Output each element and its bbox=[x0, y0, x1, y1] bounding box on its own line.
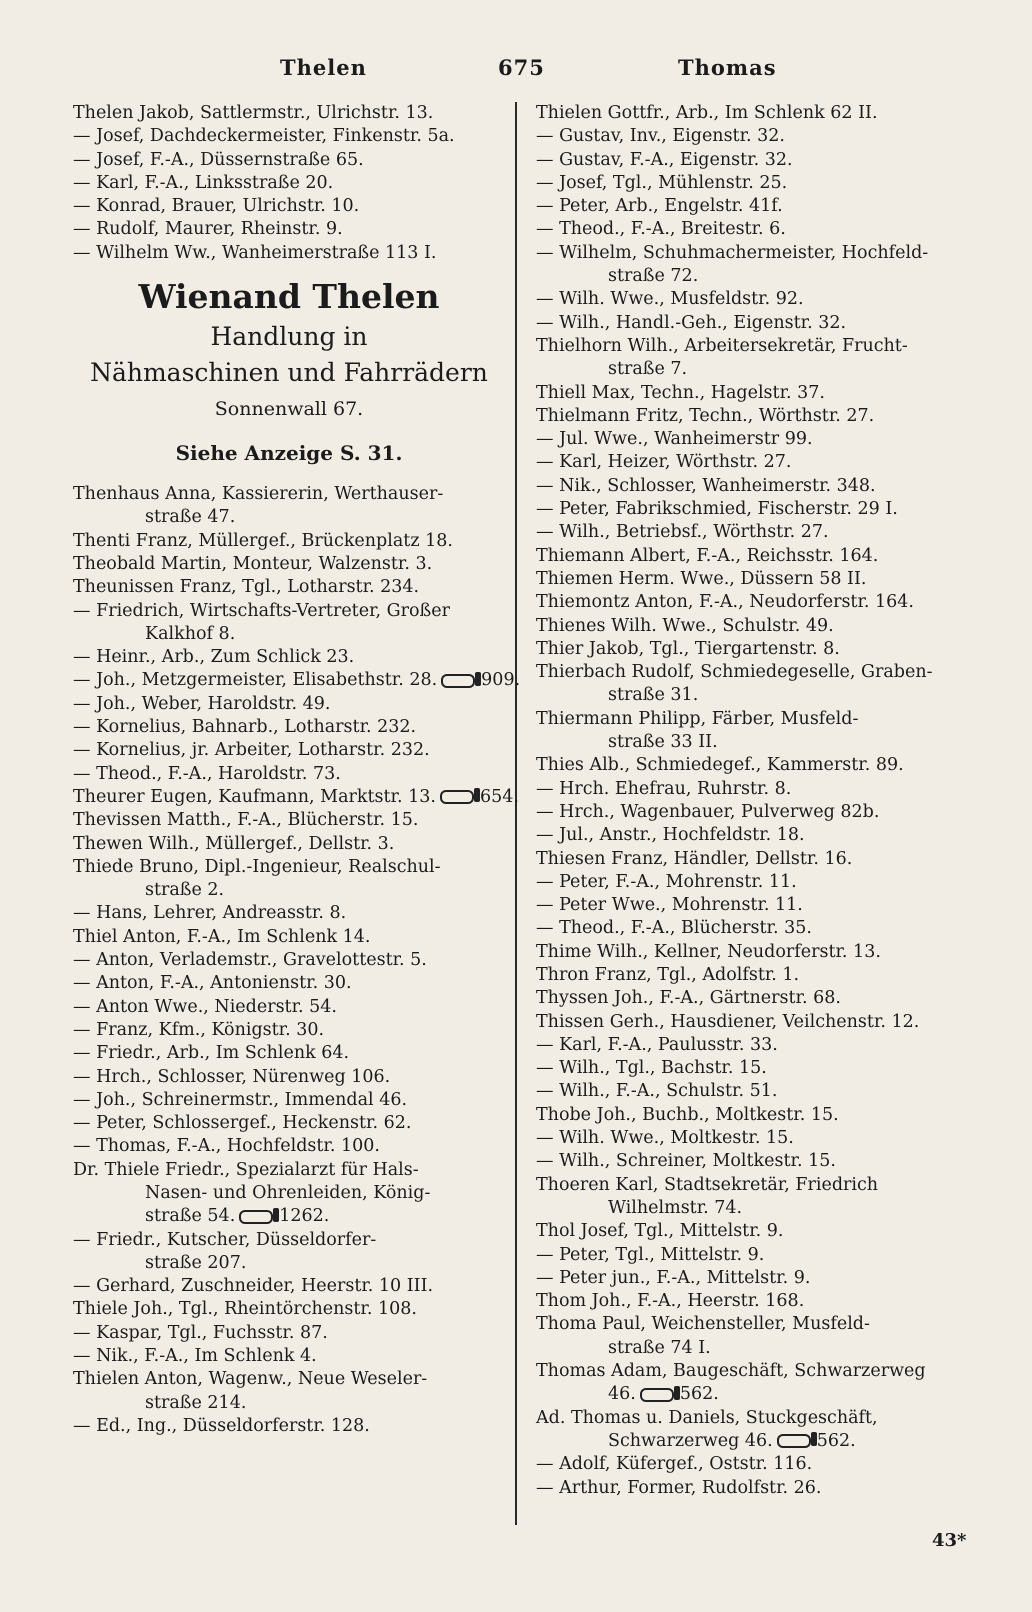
entry-text: — Karl, F.-A., Paulusstr. 33. bbox=[536, 1034, 778, 1055]
directory-entry bbox=[536, 218, 968, 241]
phone-number: 562. bbox=[679, 1384, 719, 1405]
entry-text: Schwarzerweg 46. bbox=[608, 1430, 773, 1451]
entry-text: — Wilhelm Ww., Wanheimerstraße 113 I. bbox=[73, 242, 437, 263]
directory-entry bbox=[73, 553, 505, 576]
entry-text: — Wilh., Tgl., Bachstr. 15. bbox=[536, 1058, 767, 1079]
directory-entry bbox=[73, 1415, 505, 1438]
directory-entry bbox=[73, 125, 505, 148]
ad-line-1: Handlung in bbox=[210, 322, 368, 352]
directory-entry bbox=[536, 405, 968, 428]
directory-entry bbox=[73, 1112, 505, 1135]
directory-entry bbox=[73, 739, 505, 762]
directory-entry bbox=[536, 242, 968, 265]
right-entries bbox=[536, 102, 968, 1500]
directory-entry bbox=[73, 530, 505, 553]
telephone-icon bbox=[640, 1388, 674, 1402]
directory-entry bbox=[536, 498, 968, 521]
directory-entry bbox=[536, 335, 968, 358]
directory-entry bbox=[536, 894, 968, 917]
directory-entry bbox=[536, 1453, 968, 1476]
entry-continuation: Nasen- und Ohrenleiden, König- bbox=[145, 1182, 431, 1203]
ad-line-2: Nähmaschinen und Fahrrädern bbox=[90, 358, 488, 388]
directory-entry bbox=[73, 693, 505, 716]
directory-entry bbox=[73, 1066, 505, 1089]
entry-text: Thoeren Karl, Stadtsekretär, Friedrich bbox=[536, 1174, 879, 1195]
header-left-name: Thelen bbox=[280, 55, 367, 80]
entry-text: Thevissen Matth., F.-A., Blücherstr. 15. bbox=[73, 810, 419, 831]
directory-entry bbox=[536, 1034, 968, 1057]
entry-text: — Adolf, Küfergef., Oststr. 116. bbox=[536, 1454, 813, 1475]
entry-text: Thiele Joh., Tgl., Rheintörchenstr. 108. bbox=[73, 1299, 417, 1320]
directory-entry bbox=[536, 591, 968, 614]
entry-text: Thenhaus Anna, Kassiererin, Werthauser- bbox=[73, 484, 444, 505]
entry-text: — Heinr., Arb., Zum Schlick 23. bbox=[73, 647, 355, 668]
phone-number: 562. bbox=[816, 1430, 856, 1451]
entry-text: Thiell Max, Techn., Hagelstr. 37. bbox=[536, 382, 825, 403]
directory-entry bbox=[73, 1042, 505, 1065]
entry-text: Ad. Thomas u. Daniels, Stuckgeschäft, bbox=[536, 1407, 878, 1428]
directory-entry bbox=[73, 1345, 505, 1368]
entry-text: — Peter, Fabrikschmied, Fischerstr. 29 I. bbox=[536, 499, 898, 520]
entry-text: — Hrch. Ehefrau, Ruhrstr. 8. bbox=[536, 778, 792, 799]
entry-text: — Peter jun., F.-A., Mittelstr. 9. bbox=[536, 1267, 811, 1288]
directory-entry bbox=[536, 521, 968, 544]
entry-continuation: straße 74 I. bbox=[608, 1337, 711, 1358]
directory-entry bbox=[536, 754, 968, 777]
entry-text: — Hans, Lehrer, Andreasstr. 8. bbox=[73, 903, 347, 924]
directory-entry bbox=[536, 1127, 968, 1150]
entry-text: — Konrad, Brauer, Ulrichstr. 10. bbox=[73, 196, 360, 217]
phone-number: 909. bbox=[481, 670, 521, 691]
directory-entry bbox=[536, 568, 968, 591]
directory-entry bbox=[536, 638, 968, 661]
entry-text: Thiede Bruno, Dipl.-Ingenieur, Realschul- bbox=[73, 856, 441, 877]
telephone-icon bbox=[440, 790, 474, 804]
entry-text: — Friedr., Kutscher, Düsseldorfer- bbox=[73, 1229, 377, 1250]
entry-continuation: straße 207. bbox=[145, 1252, 247, 1273]
directory-entry bbox=[536, 941, 968, 964]
entry-continuation: straße 214. bbox=[145, 1392, 247, 1413]
entry-text: — Anton Wwe., Niederstr. 54. bbox=[73, 996, 337, 1017]
entry-text: Thielhorn Wilh., Arbeitersekretär, Frucht- bbox=[536, 335, 908, 356]
entry-text: — Theod., F.-A., Breitestr. 6. bbox=[536, 219, 786, 240]
directory-entry bbox=[536, 1244, 968, 1267]
directory-entry bbox=[73, 1368, 505, 1391]
entry-text: Thielen Gottfr., Arb., Im Schlenk 62 II. bbox=[536, 103, 878, 123]
directory-entry bbox=[536, 1080, 968, 1103]
directory-entry bbox=[73, 949, 505, 972]
directory-entry bbox=[536, 1057, 968, 1080]
entry-text: — Peter, Arb., Engelstr. 41f. bbox=[536, 196, 783, 217]
directory-entry bbox=[536, 172, 968, 195]
entry-text: — Friedrich, Wirtschafts-Vertreter, Großer bbox=[73, 600, 450, 621]
entry-text: Thiemen Herm. Wwe., Düssern 58 II. bbox=[536, 568, 867, 589]
entry-text: Thielen Anton, Wagenw., Neue Weseler- bbox=[73, 1369, 428, 1390]
entry-text: — Gustav, F.-A., Eigenstr. 32. bbox=[536, 149, 793, 170]
directory-entry bbox=[73, 600, 505, 623]
directory-entry bbox=[536, 428, 968, 451]
directory-entry bbox=[73, 149, 505, 172]
telephone-icon bbox=[441, 674, 475, 688]
directory-entry bbox=[73, 1159, 505, 1182]
entry-text: Thierbach Rudolf, Schmiedegeselle, Graben- bbox=[536, 662, 933, 683]
entry-text: — Theod., F.-A., Haroldstr. 73. bbox=[73, 763, 341, 784]
directory-entry bbox=[73, 646, 505, 669]
directory-entry bbox=[536, 917, 968, 940]
entry-text: — Peter, F.-A., Mohrenstr. 11. bbox=[536, 871, 797, 892]
signature-mark: 43* bbox=[932, 1530, 967, 1551]
entry-text: — Joh., Schreinermstr., Immendal 46. bbox=[73, 1089, 408, 1110]
entry-text: — Franz, Kfm., Königstr. 30. bbox=[73, 1019, 325, 1040]
telephone-icon bbox=[777, 1434, 811, 1448]
entry-text: Thyssen Joh., F.-A., Gärtnerstr. 68. bbox=[536, 988, 841, 1009]
directory-entry bbox=[536, 1383, 968, 1406]
directory-entry bbox=[536, 778, 968, 801]
entry-text: Thobe Joh., Buchb., Moltkestr. 15. bbox=[536, 1104, 839, 1125]
directory-entry bbox=[536, 871, 968, 894]
directory-entry bbox=[73, 1275, 505, 1298]
entry-text: — Josef, F.-A., Düssernstraße 65. bbox=[73, 149, 364, 170]
header-right-name: Thomas bbox=[678, 55, 777, 80]
entry-text: Theunissen Franz, Tgl., Lotharstr. 234. bbox=[73, 577, 420, 598]
directory-entry bbox=[536, 661, 968, 684]
directory-entry bbox=[536, 1313, 968, 1336]
directory-entry bbox=[73, 1089, 505, 1112]
entry-text: — Nik., F.-A., Im Schlenk 4. bbox=[73, 1346, 317, 1367]
entry-text: Thiesen Franz, Händler, Dellstr. 16. bbox=[536, 848, 853, 869]
directory-entry bbox=[536, 964, 968, 987]
directory-entry bbox=[536, 288, 968, 311]
entry-text: Thiemontz Anton, F.-A., Neudorferstr. 164. bbox=[536, 592, 914, 613]
entry-text: — Friedr., Arb., Im Schlenk 64. bbox=[73, 1043, 350, 1064]
directory-entry bbox=[73, 483, 505, 506]
directory-entry bbox=[536, 545, 968, 568]
directory-entry bbox=[536, 1267, 968, 1290]
entry-text: — Ed., Ing., Düsseldorferstr. 128. bbox=[73, 1415, 370, 1436]
entry-text: — Rudolf, Maurer, Rheinstr. 9. bbox=[73, 219, 343, 240]
entry-text: — Theod., F.-A., Blücherstr. 35. bbox=[536, 918, 812, 939]
entry-text: — Jul., Anstr., Hochfeldstr. 18. bbox=[536, 825, 805, 846]
entry-continuation: Wilhelmstr. 74. bbox=[608, 1197, 743, 1218]
directory-entry bbox=[73, 172, 505, 195]
directory-entry bbox=[536, 801, 968, 824]
entry-text: — Josef, Dachdeckermeister, Finkenstr. 5a. bbox=[73, 126, 455, 147]
entry-text: — Kornelius, jr. Arbeiter, Lotharstr. 232. bbox=[73, 740, 430, 761]
directory-entry bbox=[536, 848, 968, 871]
advertisement bbox=[73, 275, 505, 475]
phone-number: 654. bbox=[479, 786, 519, 807]
phone-number: 1262. bbox=[279, 1206, 330, 1227]
directory-entry bbox=[73, 1205, 505, 1228]
entry-text: — Karl, F.-A., Linksstraße 20. bbox=[73, 172, 334, 193]
directory-entry bbox=[73, 1019, 505, 1042]
directory-entry bbox=[73, 902, 505, 925]
entry-text: — Thomas, F.-A., Hochfeldstr. 100. bbox=[73, 1136, 380, 1157]
entry-text: — Wilh. Wwe., Musfeldstr. 92. bbox=[536, 289, 804, 310]
entry-text: Thier Jakob, Tgl., Tiergartenstr. 8. bbox=[536, 638, 840, 659]
entry-continuation: straße 2. bbox=[145, 880, 225, 901]
entry-text: Thom Joh., F.-A., Heerstr. 168. bbox=[536, 1291, 805, 1312]
entry-text: straße 54. bbox=[145, 1206, 236, 1227]
directory-entry bbox=[73, 102, 505, 125]
ad-reference: Siehe Anzeige S. 31. bbox=[175, 441, 403, 466]
entry-continuation: Kalkhof 8. bbox=[145, 623, 236, 644]
ad-address: Sonnenwall 67. bbox=[214, 398, 364, 421]
entry-text: Thomas Adam, Baugeschäft, Schwarzerweg bbox=[536, 1361, 926, 1382]
entry-text: Thiel Anton, F.-A., Im Schlenk 14. bbox=[73, 926, 371, 947]
entry-text: — Anton, F.-A., Antonienstr. 30. bbox=[73, 973, 352, 994]
entry-text: Thewen Wilh., Müllergef., Dellstr. 3. bbox=[73, 833, 395, 854]
entry-text: Thoma Paul, Weichensteller, Musfeld- bbox=[536, 1314, 870, 1335]
directory-entry bbox=[73, 242, 505, 265]
directory-entry bbox=[536, 102, 968, 125]
directory-entry bbox=[536, 1174, 968, 1197]
entry-text: Thienes Wilh. Wwe., Schulstr. 49. bbox=[536, 615, 834, 636]
directory-entry bbox=[73, 786, 519, 809]
entry-text: — Jul. Wwe., Wanheimerstr 99. bbox=[536, 429, 813, 450]
entry-text: — Peter, Tgl., Mittelstr. 9. bbox=[536, 1244, 765, 1265]
directory-entry bbox=[536, 1011, 968, 1034]
entry-text: Thron Franz, Tgl., Adolfstr. 1. bbox=[536, 964, 800, 985]
directory-entry bbox=[536, 824, 968, 847]
entry-text: 46. bbox=[608, 1384, 636, 1405]
directory-entry bbox=[536, 382, 968, 405]
directory-entry bbox=[73, 218, 505, 241]
entry-text: Thelen Jakob, Sattlermstr., Ulrichstr. 13. bbox=[73, 103, 434, 123]
directory-entry bbox=[73, 996, 505, 1019]
left-entries-top bbox=[73, 102, 505, 265]
entry-continuation: straße 72. bbox=[608, 266, 699, 287]
entry-continuation: straße 33 II. bbox=[608, 732, 718, 753]
directory-entry bbox=[536, 1290, 968, 1313]
entry-text: Thielmann Fritz, Techn., Wörthstr. 27. bbox=[536, 405, 875, 426]
entry-continuation: straße 47. bbox=[145, 507, 236, 528]
directory-entry bbox=[536, 195, 968, 218]
entry-text: — Peter Wwe., Mohrenstr. 11. bbox=[536, 895, 803, 916]
entry-text: Thissen Gerh., Hausdiener, Veilchenstr. 12. bbox=[536, 1011, 920, 1032]
directory-entry bbox=[73, 926, 505, 949]
entry-text: — Hrch., Wagenbauer, Pulverweg 82b. bbox=[536, 801, 880, 822]
entry-text: — Kaspar, Tgl., Fuchsstr. 87. bbox=[73, 1322, 328, 1343]
directory-entry bbox=[536, 987, 968, 1010]
directory-entry bbox=[536, 708, 968, 731]
entry-text: Thenti Franz, Müllergef., Brückenplatz 18. bbox=[73, 530, 453, 551]
directory-entry bbox=[536, 1407, 968, 1430]
entry-text: — Karl, Heizer, Wörthstr. 27. bbox=[536, 452, 792, 473]
page-header bbox=[0, 55, 1032, 91]
directory-entry bbox=[536, 1430, 968, 1453]
directory-entry bbox=[73, 1135, 505, 1158]
directory-entry bbox=[536, 1477, 968, 1500]
entry-text: Dr. Thiele Friedr., Spezialarzt für Hals- bbox=[73, 1159, 419, 1180]
entry-text: — Arthur, Former, Rudolfstr. 26. bbox=[536, 1477, 822, 1498]
entry-text: — Kornelius, Bahnarb., Lotharstr. 232. bbox=[73, 717, 417, 738]
left-column bbox=[73, 102, 521, 1438]
entry-text: — Joh., Weber, Haroldstr. 49. bbox=[73, 693, 331, 714]
entry-text: — Joh., Metzgermeister, Elisabethstr. 28. bbox=[73, 670, 438, 691]
directory-entry bbox=[73, 716, 505, 739]
entry-text: Theurer Eugen, Kaufmann, Marktstr. 13. bbox=[73, 786, 436, 807]
entry-text: Thiemann Albert, F.-A., Reichsstr. 164. bbox=[536, 545, 879, 566]
page-number: 675 bbox=[498, 55, 545, 80]
left-entries-bottom bbox=[73, 483, 521, 1438]
entry-text: — Gerhard, Zuschneider, Heerstr. 10 III. bbox=[73, 1276, 434, 1297]
directory-entry bbox=[73, 576, 505, 599]
directory-entry bbox=[73, 669, 521, 692]
entry-text: — Wilh. Wwe., Moltkestr. 15. bbox=[536, 1128, 794, 1149]
directory-entry bbox=[73, 763, 505, 786]
directory-entry bbox=[536, 1150, 968, 1173]
entry-text: — Peter, Schlossergef., Heckenstr. 62. bbox=[73, 1113, 412, 1134]
entry-text: Thies Alb., Schmiedegef., Kammerstr. 89. bbox=[536, 755, 904, 776]
entry-text: — Wilh., Schreiner, Moltkestr. 15. bbox=[536, 1151, 836, 1172]
directory-entry bbox=[536, 149, 968, 172]
directory-entry bbox=[73, 856, 505, 879]
entry-text: — Wilhelm, Schuhmachermeister, Hochfeld- bbox=[536, 242, 929, 263]
directory-entry bbox=[536, 1220, 968, 1243]
directory-entry bbox=[536, 312, 968, 335]
entry-text: — Josef, Tgl., Mühlenstr. 25. bbox=[536, 172, 788, 193]
right-column bbox=[536, 102, 968, 1500]
entry-continuation: straße 31. bbox=[608, 685, 699, 706]
entry-text: — Gustav, Inv., Eigenstr. 32. bbox=[536, 126, 785, 147]
directory-entry bbox=[73, 195, 505, 218]
entry-text: Theobald Martin, Monteur, Walzenstr. 3. bbox=[73, 553, 433, 574]
directory-entry bbox=[536, 1360, 968, 1383]
directory-entry bbox=[536, 125, 968, 148]
directory-entry bbox=[536, 1104, 968, 1127]
ad-title: Wienand Thelen bbox=[138, 277, 440, 317]
directory-entry bbox=[536, 475, 968, 498]
directory-entry bbox=[536, 451, 968, 474]
telephone-icon bbox=[239, 1210, 273, 1224]
entry-text: — Wilh., F.-A., Schulstr. 51. bbox=[536, 1081, 778, 1102]
column-divider bbox=[515, 102, 517, 1525]
entry-text: Thiermann Philipp, Färber, Musfeld- bbox=[536, 708, 859, 729]
directory-entry bbox=[73, 809, 505, 832]
entry-text: — Wilh., Handl.-Geh., Eigenstr. 32. bbox=[536, 312, 847, 333]
directory-entry bbox=[73, 972, 505, 995]
directory-entry bbox=[73, 833, 505, 856]
directory-entry bbox=[73, 1229, 505, 1252]
entry-continuation: straße 7. bbox=[608, 359, 688, 380]
directory-entry bbox=[73, 1322, 505, 1345]
entry-text: — Hrch., Schlosser, Nürenweg 106. bbox=[73, 1066, 391, 1087]
entry-text: — Wilh., Betriebsf., Wörthstr. 27. bbox=[536, 522, 829, 543]
entry-text: — Nik., Schlosser, Wanheimerstr. 348. bbox=[536, 475, 876, 496]
entry-text: Thol Josef, Tgl., Mittelstr. 9. bbox=[536, 1221, 784, 1242]
entry-text: Thime Wilh., Kellner, Neudorferstr. 13. bbox=[536, 941, 881, 962]
entry-text: — Anton, Verlademstr., Gravelottestr. 5. bbox=[73, 950, 427, 971]
directory-entry bbox=[73, 1298, 505, 1321]
directory-entry bbox=[536, 615, 968, 638]
